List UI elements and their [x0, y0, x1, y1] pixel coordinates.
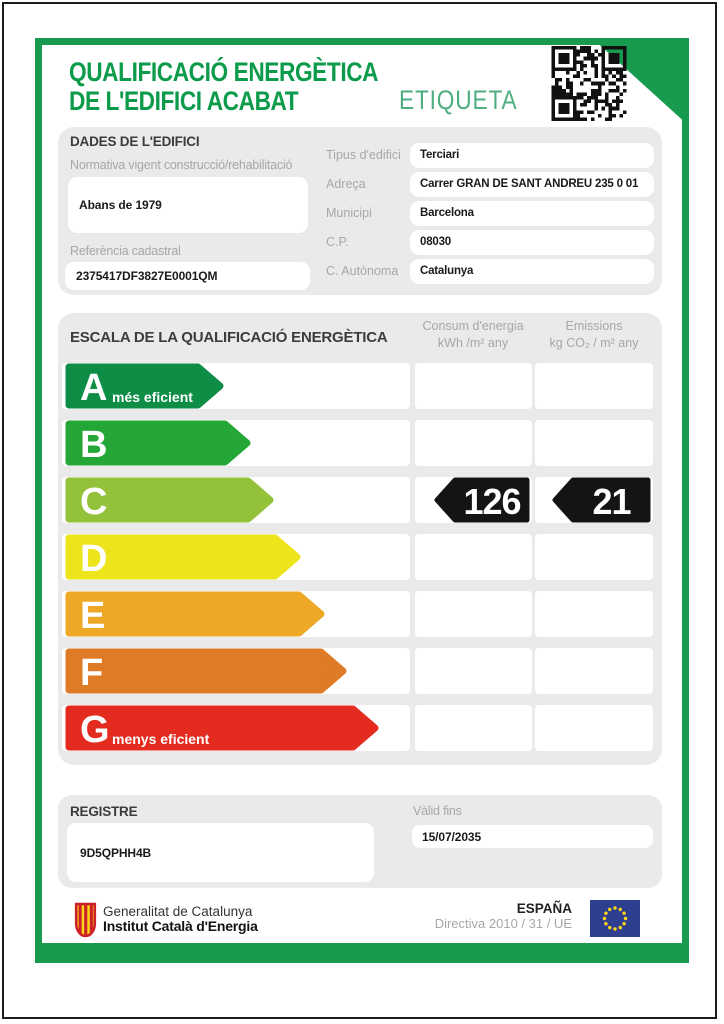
svg-text:més eficient: més eficient [112, 389, 193, 405]
cadastral-value-box [65, 262, 310, 290]
scale-row-track [62, 534, 410, 580]
consumption-column-header: Consum d'energia kWh /m² any [422, 319, 524, 350]
scale-row-track [62, 591, 410, 637]
building-field-row [326, 259, 654, 284]
building-field-label: C.P. [326, 235, 349, 249]
consumption-cell-G [415, 705, 532, 751]
building-field-row [326, 143, 654, 168]
consumption-value-badge [433, 477, 531, 523]
normativa-label: Normativa vigent construcció/rehabilitació [70, 158, 293, 172]
consumption-cell-E [415, 591, 532, 637]
consumption-cell-D [415, 534, 532, 580]
rating-arrow-C [65, 477, 275, 523]
emissions-cell-B [535, 420, 653, 466]
organization-line-1: Generalitat de Catalunya [103, 904, 253, 919]
scale-row-C [58, 477, 662, 523]
building-section-title: DADES DE L'EDIFICI [70, 134, 200, 149]
valid-until-label: Vàlid fins [413, 804, 462, 818]
building-field-value: 08030 [410, 230, 654, 255]
cadastral-value: 2375417DF3827E0001QM [76, 269, 218, 283]
building-data-panel [58, 127, 662, 295]
emissions-column-header: Emissions kg CO₂ / m² any [549, 319, 639, 350]
scale-row-D [58, 534, 662, 580]
scale-row-E [58, 591, 662, 637]
consumption-cell-A [415, 363, 532, 409]
emissions-cell-E [535, 591, 653, 637]
rating-arrow-D [65, 534, 302, 580]
svg-text:D: D [80, 538, 108, 580]
svg-text:21: 21 [592, 481, 631, 522]
generalitat-logo-icon [74, 902, 97, 939]
scale-row-track [62, 648, 410, 694]
directive-label: Directiva 2010 / 31 / UE [434, 916, 572, 931]
svg-text:G: G [80, 709, 110, 751]
rating-arrow-G [65, 705, 380, 751]
building-field-value: Catalunya [410, 259, 654, 284]
building-field-label: Adreça [326, 177, 366, 191]
registry-value: 9D5QPHH4B [80, 845, 152, 860]
consumption-cell-F [415, 648, 532, 694]
scale-section-title: ESCALA DE LA QUALIFICACIÓ ENERGÈTICA [70, 329, 388, 346]
building-field-row [326, 172, 654, 197]
scale-row-track [62, 705, 410, 751]
scale-row-track [62, 420, 410, 466]
rating-arrow-F [65, 648, 348, 694]
emissions-cell-D [535, 534, 653, 580]
consumption-cell-B [415, 420, 532, 466]
scale-row-track [62, 363, 410, 409]
qr-code-icon [549, 46, 629, 121]
rating-arrow-B [65, 420, 252, 466]
svg-text:126: 126 [463, 481, 521, 522]
scale-row-F [58, 648, 662, 694]
building-field-value: Barcelona [410, 201, 654, 226]
building-field-row [326, 230, 654, 255]
normativa-value-box [68, 177, 308, 233]
registry-value-box [67, 823, 374, 882]
building-field-row [326, 201, 654, 226]
building-field-value: Terciari [410, 143, 654, 168]
rating-arrow-E [65, 591, 326, 637]
svg-text:B: B [80, 424, 108, 466]
registry-section-title: REGISTRE [70, 804, 138, 819]
building-field-value: Carrer GRAN DE SANT ANDREU 235 0 01 [410, 172, 654, 197]
scale-row-B [58, 420, 662, 466]
title-line-2: DE L'EDIFICI ACABAT [69, 86, 299, 116]
cadastral-label: Referència cadastral [70, 244, 181, 258]
emissions-cell-C [535, 477, 653, 523]
country-label: ESPAÑA [516, 901, 572, 916]
normativa-value: Abans de 1979 [79, 198, 162, 212]
energy-scale-panel [58, 313, 662, 765]
etiqueta-label: ETIQUETA [399, 85, 518, 115]
svg-text:C: C [80, 481, 108, 523]
svg-text:menys eficient: menys eficient [112, 731, 210, 747]
scale-row-A [58, 363, 662, 409]
building-field-label: Municipi [326, 206, 372, 220]
consumption-cell-C [415, 477, 532, 523]
emissions-cell-A [535, 363, 653, 409]
scale-row-G [58, 705, 662, 751]
emissions-cell-G [535, 705, 653, 751]
svg-text:F: F [80, 652, 104, 694]
building-field-label: C. Autònoma [326, 264, 399, 278]
certificate-title [69, 58, 378, 116]
emissions-cell-F [535, 648, 653, 694]
valid-until-value-box [412, 825, 653, 848]
building-field-label: Tipus d'edifici [326, 148, 401, 162]
organization-line-2: Institut Català d'Energia [103, 918, 258, 934]
eu-flag-icon [590, 900, 640, 937]
title-line-1: QUALIFICACIÓ ENERGÈTICA [69, 57, 379, 87]
footer-right-text [380, 901, 572, 931]
emissions-value-badge [551, 477, 652, 523]
registry-panel [58, 795, 662, 888]
rating-arrow-A [65, 363, 225, 409]
organization-text [103, 905, 258, 933]
svg-text:E: E [80, 595, 106, 637]
valid-until-value: 15/07/2035 [422, 829, 482, 844]
scale-row-track [62, 477, 410, 523]
svg-text:A: A [80, 367, 108, 409]
